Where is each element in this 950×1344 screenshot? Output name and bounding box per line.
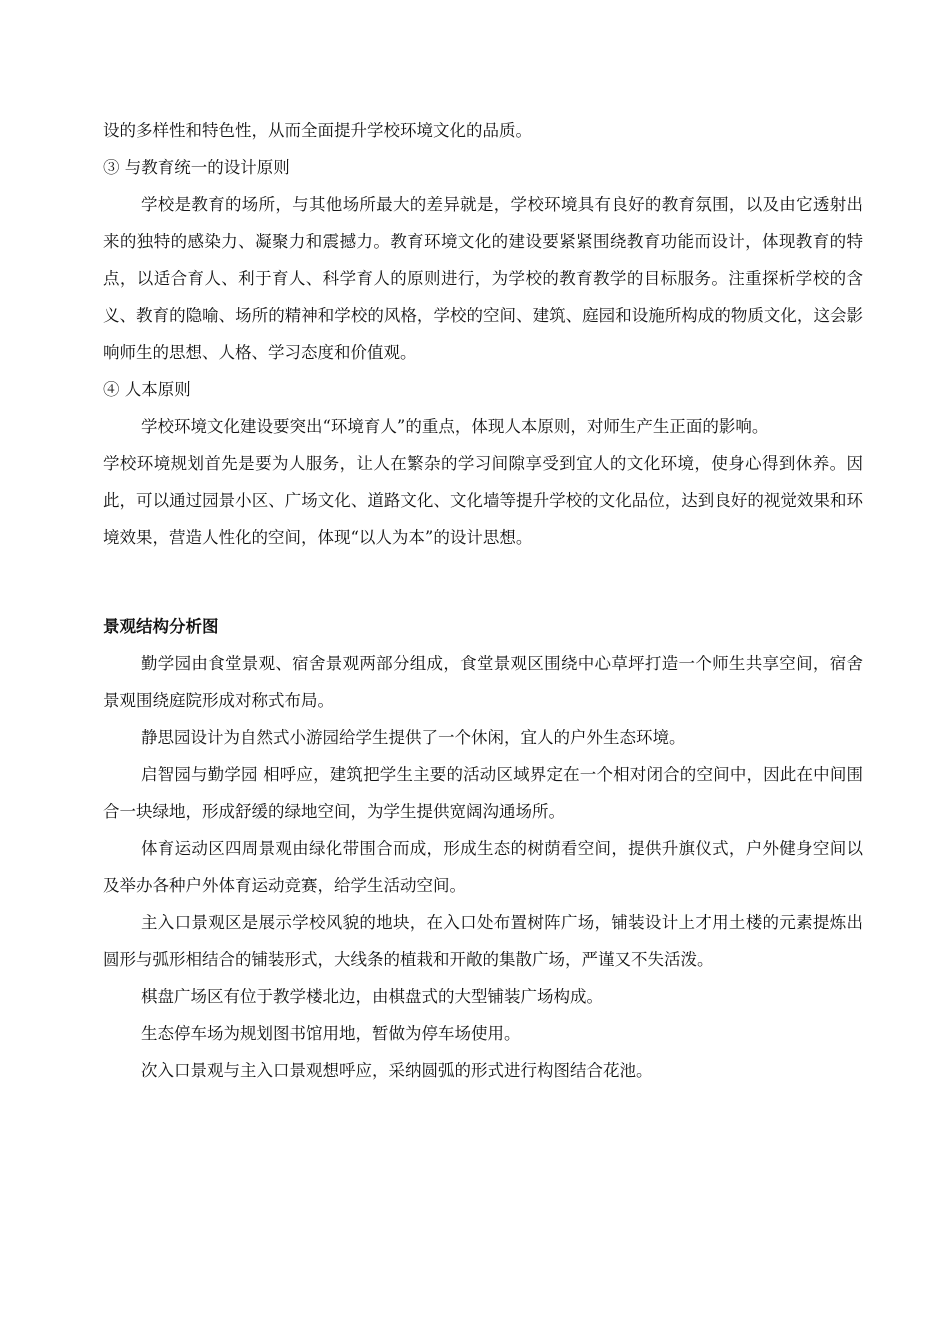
landscape-paragraph: 主入口景观区是展示学校风貌的地块，在入口处布置树阵广场，铺装设计上才用土楼的元素提炼出圆形与弧形相结合的铺装形式，大线条的植栽和开敞的集散广场，严谨又不失活泼。 (103, 913, 863, 969)
paragraph-continuation: 设的多样性和特色性，从而全面提升学校环境文化的品质。 (103, 121, 532, 140)
principle-3-heading: ③ 与教育统一的设计原则 (103, 158, 290, 177)
document-page (103, 112, 863, 1089)
landscape-paragraph: 体育运动区四周景观由绿化带围合而成，形成生态的树荫看空间，提供升旗仪式，户外健身空间以及举办各种户外体育运动竞赛，给学生活动空间。 (103, 839, 863, 895)
landscape-paragraph: 静思园设计为自然式小游园给学生提供了一个休闲，宜人的户外生态环境。 (141, 728, 686, 747)
landscape-paragraph: 生态停车场为规划图书馆用地，暂做为停车场使用。 (141, 1024, 521, 1043)
principle-3-paragraph: 学校是教育的场所，与其他场所最大的差异就是，学校环境具有良好的教育氛围，以及由它透射出来的独特的感染力、凝聚力和震撼力。教育环境文化的建设要紧紧围绕教育功能而设计，体现教育的特点，以适合育人、利于育人、科学育人的原则进行，为学校的教育教学的目标服务。注重探析学校的含义、教育的隐喻、场所的精神和学校的风格，学校的空间、建筑、庭园和设施所构成的物质文化，这会影响师生的思想、人格、学习态度和价值观。 (103, 195, 863, 362)
landscape-paragraph: 棋盘广场区有位于教学楼北边，由棋盘式的大型铺装广场构成。 (141, 987, 603, 1006)
section-title: 景观结构分析图 (103, 617, 219, 636)
principle-4-paragraph: 学校环境文化建设要突出“环境育人”的重点，体现人本原则，对师生产生正面的影响。 (141, 417, 769, 436)
principle-4-paragraph-2: 学校环境规划首先是要为人服务，让人在繁杂的学习间隙享受到宜人的文化环境，使身心得到休养。因此，可以通过园景小区、广场文化、道路文化、文化墙等提升学校的文化品位，达到良好的视觉效果和环境效果，营造人性化的空间，体现“以人为本”的设计思想。 (103, 454, 863, 547)
landscape-paragraph: 勤学园由食堂景观、宿舍景观两部分组成，食堂景观区围绕中心草坪打造一个师生共享空间，宿舍景观围绕庭院形成对称式布局。 (103, 654, 863, 710)
section-gap (103, 556, 863, 608)
landscape-paragraph: 启智园与勤学园 相呼应，建筑把学生主要的活动区域界定在一个相对闭合的空间中，因此在中间围合一块绿地，形成舒缓的绿地空间，为学生提供宽阔沟通场所。 (103, 765, 863, 821)
principle-4-heading: ④ 人本原则 (103, 380, 191, 399)
landscape-paragraph: 次入口景观与主入口景观想呼应，采纳圆弧的形式进行构图结合花池。 (141, 1061, 653, 1080)
